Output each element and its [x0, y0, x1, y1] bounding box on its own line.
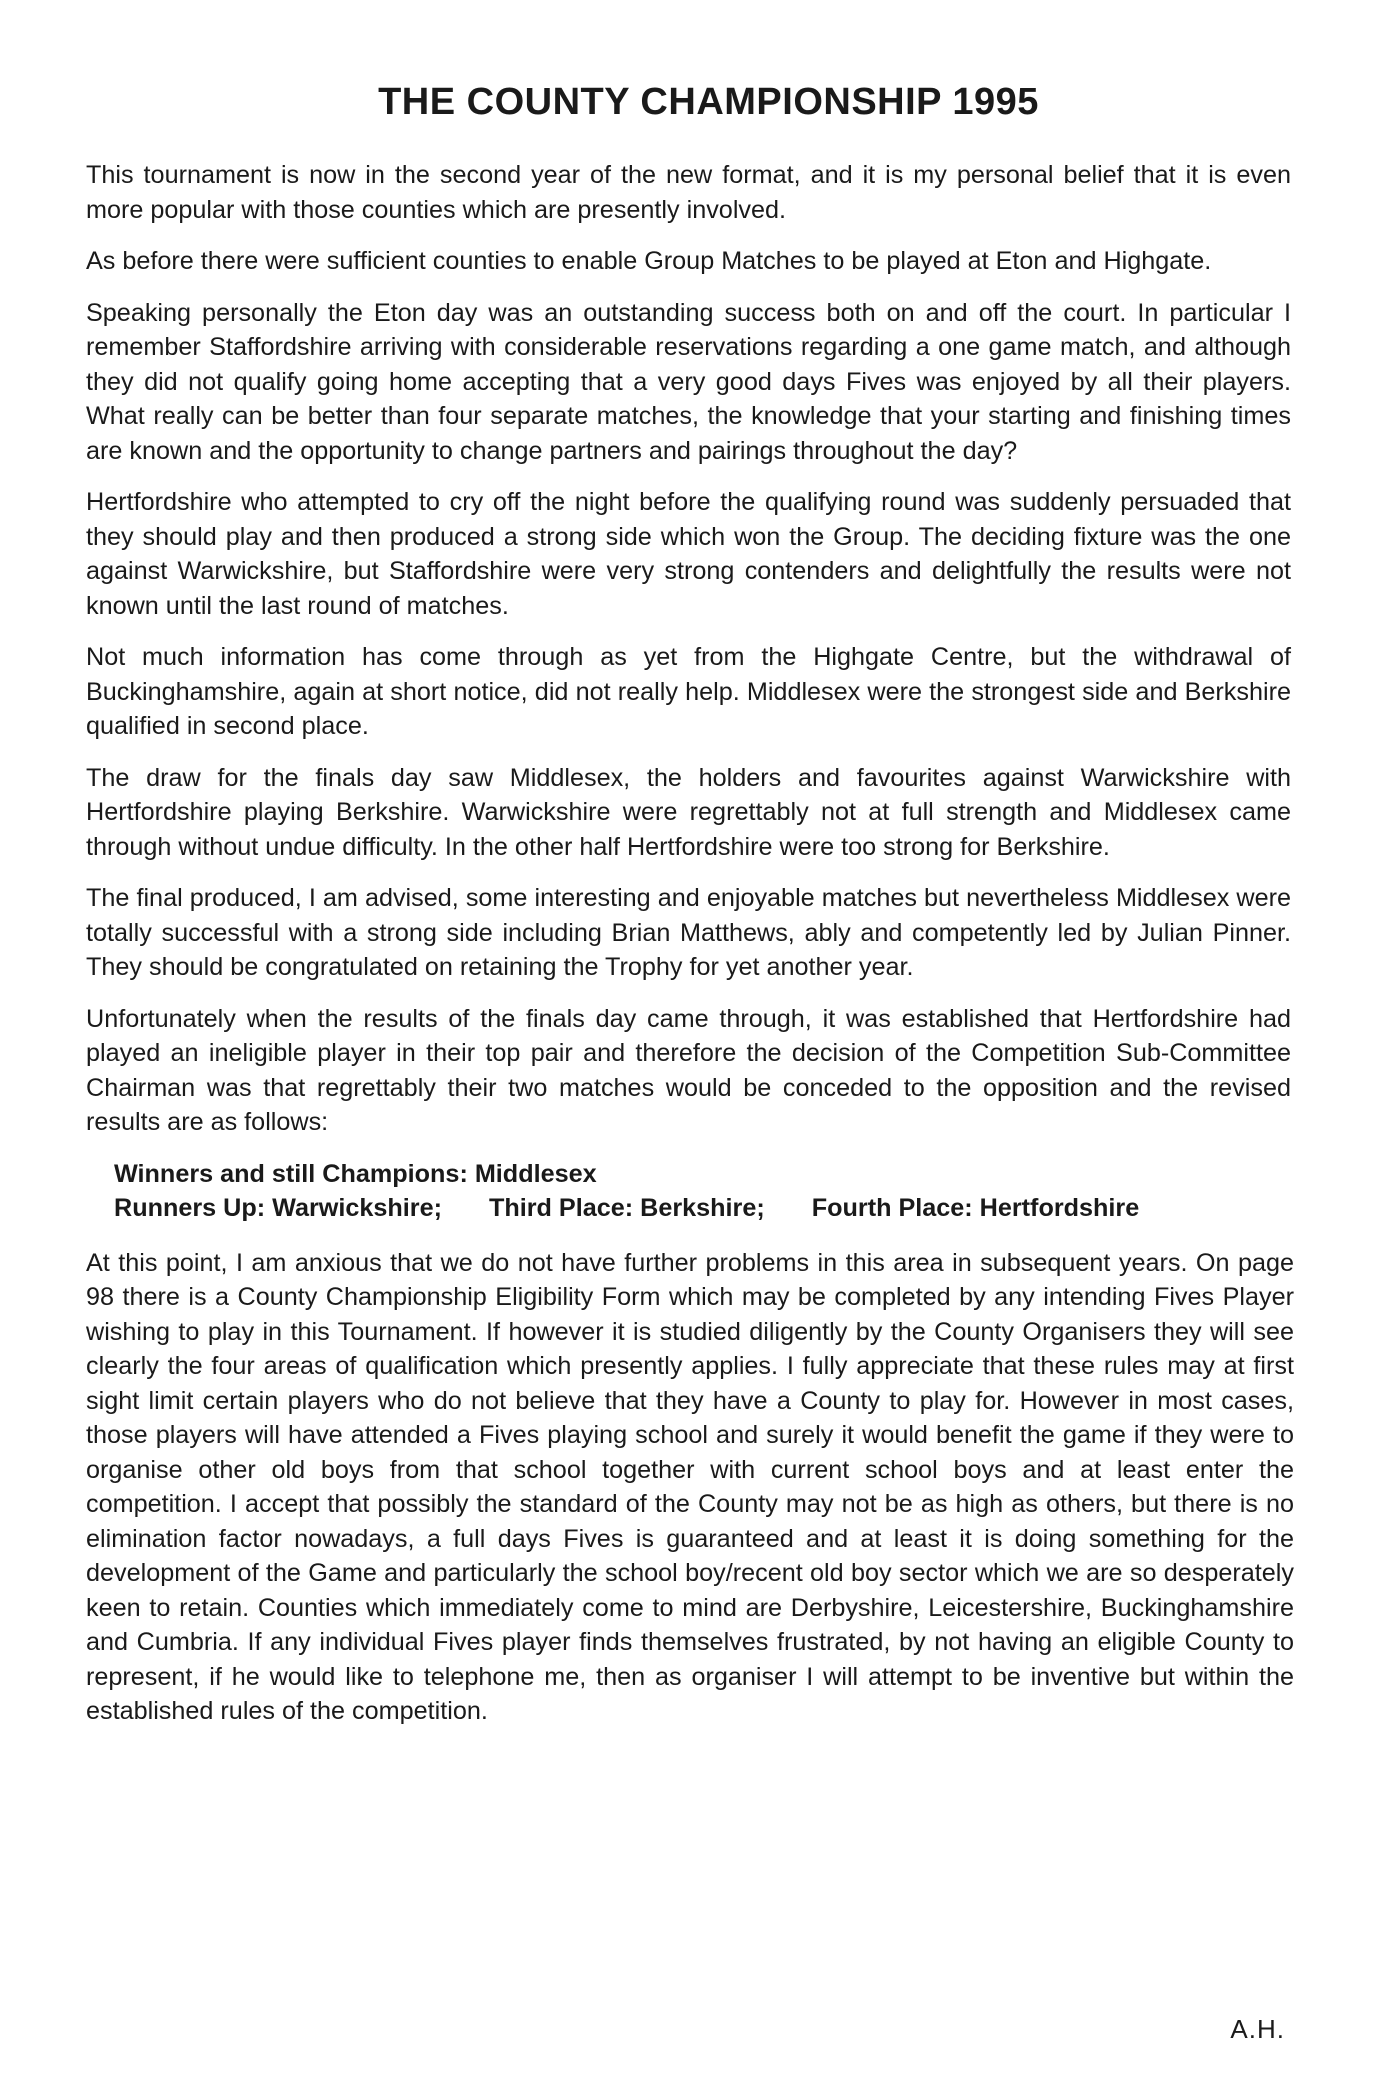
closing-paragraph: At this point, I am anxious that we do not have further problems in this area in subsequent years. On page 98 there is a County Championship Eligibility Form which may be completed by any intending Fives Player wishing to play in this Tournament. If however it is studied diligently by the County Organisers they will see clearly the four areas of qualification which presently applies. I fully appreciate that these rules may at first sight limit certain players who do not believe that they have a County to play for. However in most cases, those players will have attended a Fives playing school and surely it would benefit the game if they were to organise other old boys from that school together with current school boys and at least enter the competition. I accept that possibly the standard of the County may not be as high as others, but there is no elimination factor nowadays, a full days Fives is guaranteed and at least it is doing something for the development of the Game and particularly the school boy/recent old boy sector which we are so desperately keen to retain. Counties which immediately come to mind are Derbyshire, Leicestershire, Buckinghamshire and Cumbria. If any individual Fives player finds themselves frustrated, by not having an eligible County to represent, if he would like to telephone me, then as organiser I will attempt to be inventive but within the established rules of the competition.	[86, 1248, 1294, 1725]
author-signature: A.H.	[1230, 2014, 1285, 2044]
paragraph-4: Hertfordshire who attempted to cry off the night before the qualifying round was suddenly persuaded that they should play and then produced a strong side which won the Group. The deciding fixture was the one against Warwickshire, but Staffordshire were very strong contenders and delightfully the results were not known until the last round of matches.	[86, 488, 1291, 620]
paragraph-1: This tournament is now in the second year of the new format, and it is my personal belief that it is even more popular with those counties which are presently involved.	[86, 161, 1291, 224]
document-page	[86, 80, 1294, 1746]
paragraph-3: Speaking personally the Eton day was an outstanding success both on and off the court. In particular I remember Staffordshire arriving with considerable reservations regarding a one game match, and although they did not qualify going home accepting that a very good days Fives was enjoyed by all their players. What really can be better than four separate matches, the knowledge that your starting and finishing times are known and the opportunity to change partners and pairings throughout the day?	[86, 298, 1291, 465]
results-winners: Winners and still Champions: Middlesex	[114, 1159, 597, 1188]
results-block	[114, 1157, 1291, 1226]
paragraph-5: Not much information has come through as yet from the Highgate Centre, but the withdrawal of Buckinghamshire, again at short notice, did not really help. Middlesex were the strongest side and Berkshire qualified in second place.	[86, 643, 1291, 740]
paragraph-8: Unfortunately when the results of the finals day came through, it was established that Hertfordshire had played an ineligible player in their top pair and therefore the decision of the Competition Sub-Committee Chairman was that regrettably their two matches would be conceded to the opposition and the revised results are as follows:	[86, 1004, 1291, 1136]
paragraph-2: As before there were sufficient counties to enable Group Matches to be played at Eton and Highgate.	[86, 247, 1212, 275]
results-runners-up: Runners Up: Warwickshire;	[114, 1194, 442, 1222]
paragraph-6: The draw for the finals day saw Middlesex, the holders and favourites against Warwickshire with Hertfordshire playing Berkshire. Warwickshire were regrettably not at full strength and Middlesex came through without undue difficulty. In the other half Hertfordshire were too strong for Berkshire.	[86, 763, 1291, 861]
results-fourth-place: Fourth Place: Hertfordshire	[811, 1194, 1140, 1222]
paragraph-7: The final produced, I am advised, some interesting and enjoyable matches but nevertheless Middlesex were totally successful with a strong side including Brian Matthews, ably and competently led by Julian Pinner. They should be congratulated on retaining the Trophy for yet another year.	[86, 884, 1291, 981]
page-title: THE COUNTY CHAMPIONSHIP 1995	[378, 81, 1039, 123]
results-third-place: Third Place: Berkshire;	[488, 1194, 765, 1222]
results-placings	[114, 1191, 1291, 1226]
